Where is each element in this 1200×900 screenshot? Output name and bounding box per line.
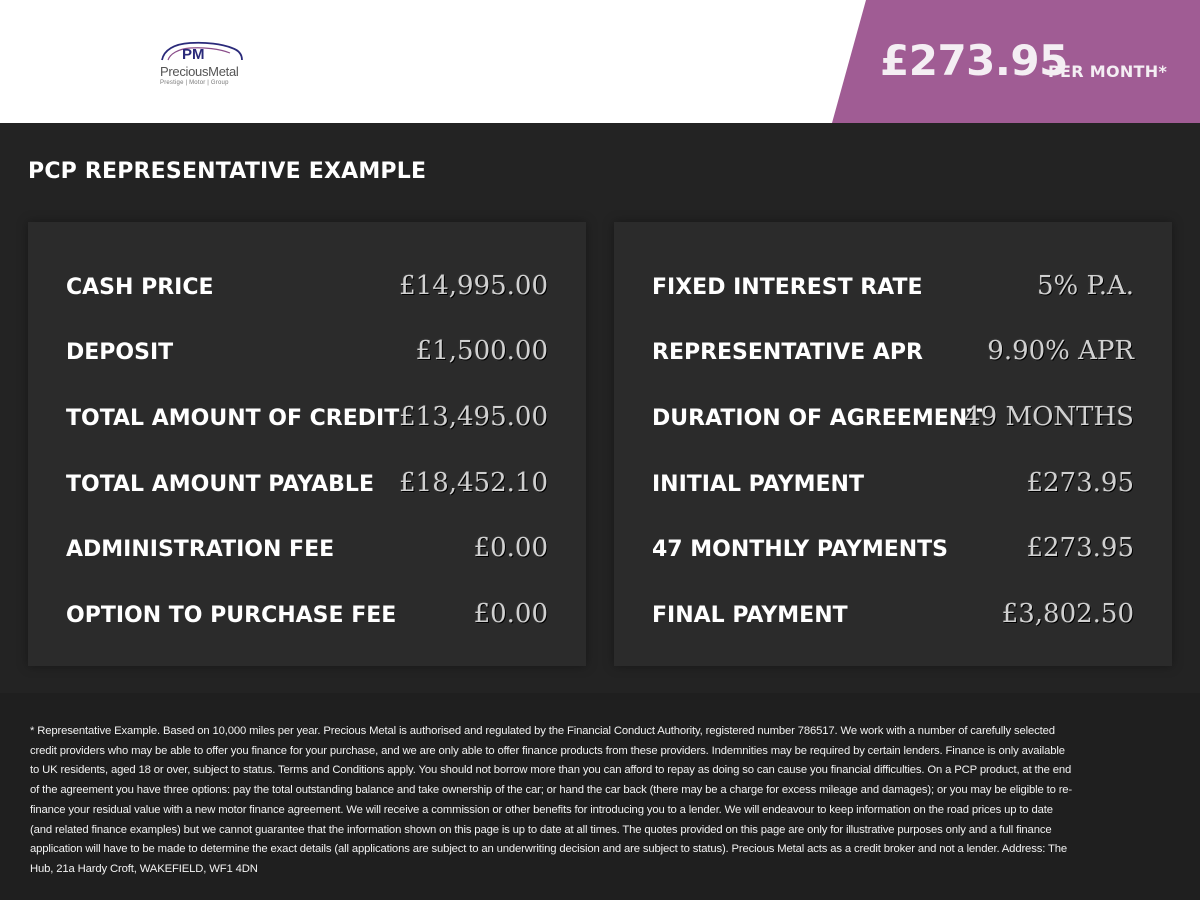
row-total-credit [28, 400, 586, 440]
row-value: £14,995.00 [399, 271, 548, 301]
monthly-price: £273.95 [880, 36, 1068, 85]
row-value: 9.90% APR [987, 336, 1134, 366]
row-label: FINAL PAYMENT [652, 603, 848, 628]
row-label: CASH PRICE [66, 275, 214, 300]
row-label: ADMINISTRATION FEE [66, 537, 335, 562]
row-cash-price [28, 269, 586, 309]
precious-metal-logo[interactable] [158, 38, 248, 90]
finance-panel-left [28, 222, 586, 666]
row-value: £0.00 [473, 533, 548, 563]
row-representative-apr [614, 334, 1172, 374]
row-initial-payment [614, 466, 1172, 506]
finance-disclaimer: * Representative Example. Based on 10,000 miles per year. Precious Metal is authorised and regulated by the Financial Conduct Authority, registered number 786517. We work with a number of carefully selected credit providers who may be able to offer you finance for your purchase, and we are only able to offer finance products from these providers. Indemnities may be required by certain lenders. Finance is only available to UK residents, aged 18 or over, subject to status. Terms and Conditions apply. You should not borrow more than you can afford to repay as doing so can cause you financial difficulties. On a PCP product, at the end of the agreement you have three options: pay the total outstanding balance and take ownership of the car; or hand the car back (there may be a charge for excess mileage and damages); or you may be eligible to re-finance your residual value with a new motor finance agreement. We will receive a commission or other benefits for introducing you to a lender. We will endeavour to keep information on the road prices up to date (and related finance examples) but we cannot guarantee that the information shown on this page is up to date at all times. The quotes provided on this page are only for illustrative purposes only and a full finance application will have to be made to determine the exact details (all applications are subject to an underwriting decision and are subject to status). Precious Metal acts as a credit broker and not a lender. Address: The Hub, 21a Hardy Croft, WAKEFIELD, WF1 4DN [30, 725, 1073, 875]
row-value: £18,452.10 [399, 468, 548, 498]
row-value: £273.95 [1026, 468, 1134, 498]
car-silhouette-icon [160, 38, 244, 64]
row-final-payment [614, 597, 1172, 637]
row-label: OPTION TO PURCHASE FEE [66, 603, 397, 628]
row-fixed-interest-rate [614, 269, 1172, 309]
row-label: DEPOSIT [66, 340, 174, 365]
row-value: 5% P.A. [1036, 271, 1134, 301]
row-value: £1,500.00 [415, 336, 548, 366]
row-monthly-payments [614, 531, 1172, 571]
row-value: £13,495.00 [399, 402, 548, 432]
row-total-payable [28, 466, 586, 506]
footer [0, 693, 1200, 900]
row-option-purchase-fee [28, 597, 586, 637]
row-value: £273.95 [1026, 533, 1134, 563]
row-label: INITIAL PAYMENT [652, 472, 864, 497]
row-label: DURATION OF AGREEMENT [652, 406, 983, 431]
price-unit: PER MONTH* [1048, 62, 1168, 81]
row-label: REPRESENTATIVE APR [652, 340, 923, 365]
finance-panel-right [614, 222, 1172, 666]
row-label: TOTAL AMOUNT PAYABLE [66, 472, 374, 497]
row-value: 49 MONTHS [964, 402, 1134, 432]
row-label: FIXED INTEREST RATE [652, 275, 923, 300]
row-value: £0.00 [473, 599, 548, 629]
logo-tagline: Prestige | Motor | Group [160, 80, 229, 86]
row-value: £3,802.50 [1001, 599, 1134, 629]
row-deposit [28, 334, 586, 374]
row-label: 47 MONTHLY PAYMENTS [652, 537, 949, 562]
row-label: TOTAL AMOUNT OF CREDIT [66, 406, 400, 431]
logo-name: PreciousMetal [160, 64, 239, 79]
svg-text:PM: PM [182, 46, 205, 63]
row-admin-fee [28, 531, 586, 571]
row-duration [614, 400, 1172, 440]
section-title: PCP REPRESENTATIVE EXAMPLE [28, 159, 427, 184]
